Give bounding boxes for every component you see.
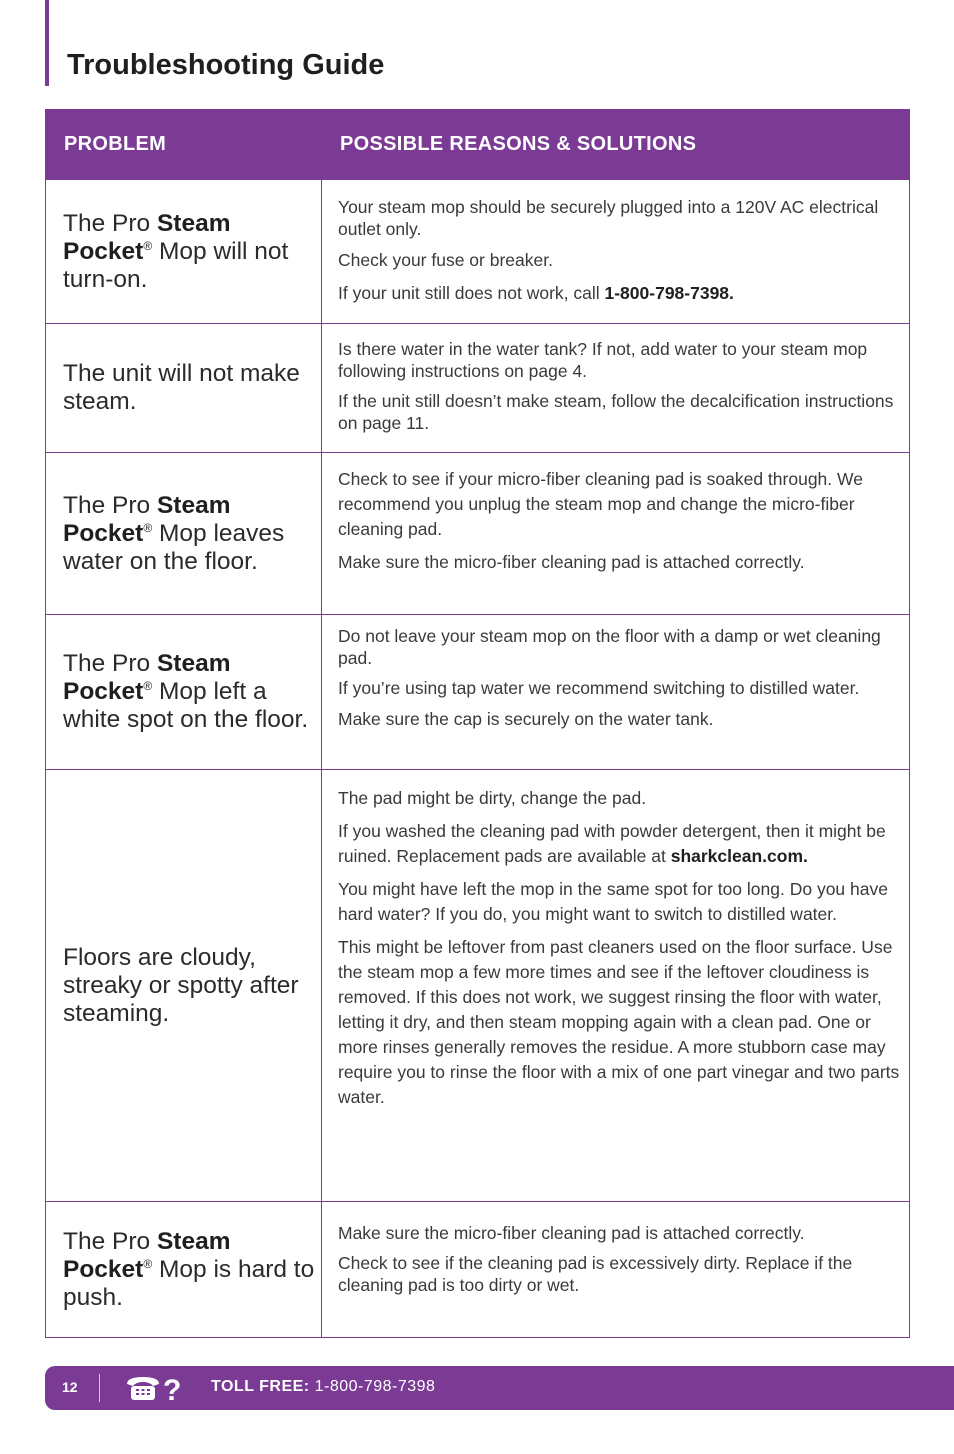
table-header-row xyxy=(46,110,910,180)
solution-text: You might have left the mop in the same spot for too long. Do you have hard water? If you do, you might want to switch to distilled water. xyxy=(338,879,888,924)
troubleshooting-table xyxy=(45,109,910,1338)
solution-text: If you washed the cleaning pad with powder detergent, then it might be ruined. Replacement pads are available at sharkclean.com. xyxy=(338,821,886,866)
footer-bar xyxy=(45,1366,954,1410)
solution-text: This might be leftover from past cleaners used on the floor surface. Use the steam mop a few more times and see if the leftover cloudiness is removed. If this does not work, we suggest rinsing the floor with water, letting it dry, and then steam mopping again with a clean pad. One or more rinses generally removes the residue. A more stubborn case may require you to rinse the floor with a mix of one part vinegar and two parts water. xyxy=(338,937,900,1107)
brand-name: Steam Pocket xyxy=(63,650,231,705)
left-accent-rule xyxy=(45,0,49,86)
solutions-cell xyxy=(322,770,910,1202)
brand-name: Steam Pocket xyxy=(63,209,231,265)
solution-text: Make sure the cap is securely on the water tank. xyxy=(338,709,714,729)
registered-mark: ® xyxy=(143,238,153,253)
problem-cell xyxy=(46,1202,322,1338)
solution-text: Your steam mop should be securely plugged into a 120V AC electrical outlet only. xyxy=(338,197,879,239)
table-row xyxy=(46,615,910,770)
column-header-solutions: POSSIBLE REASONS & SOLUTIONS xyxy=(322,110,910,180)
problem-text: The unit will not make steam. xyxy=(63,360,300,415)
toll-free-number: 1-800-798-7398 xyxy=(309,1378,436,1395)
solution-text: Make sure the micro-fiber cleaning pad is attached correctly. xyxy=(338,1223,805,1243)
solution-text: If your unit still does not work, call 1-800-798-7398. xyxy=(338,283,734,303)
solutions-cell xyxy=(322,324,910,453)
solution-text: Make sure the micro-fiber cleaning pad is attached correctly. xyxy=(338,552,805,572)
website-link[interactable]: sharkclean.com. xyxy=(670,846,808,866)
solution-text: Do not leave your steam mop on the floor with a damp or wet cleaning pad. xyxy=(338,626,881,668)
solution-text: Check to see if the cleaning pad is excessively dirty. Replace if the cleaning pad is too dirty or wet. xyxy=(338,1253,853,1295)
solutions-cell xyxy=(322,615,910,770)
registered-mark: ® xyxy=(143,1256,153,1271)
phone-question-icon xyxy=(123,1372,185,1404)
problem-suffix: Mop left a white spot on the floor. xyxy=(63,678,309,733)
problem-cell xyxy=(46,770,322,1202)
solution-text: If you’re using tap water we recommend switching to distilled water. xyxy=(338,678,860,698)
problem-text: Floors are cloudy, streaky or spotty after steaming. xyxy=(63,943,299,1027)
solutions-cell xyxy=(322,180,910,324)
solution-text: Check your fuse or breaker. xyxy=(338,250,553,270)
solution-text: The pad might be dirty, change the pad. xyxy=(338,788,647,808)
problem-suffix: Mop is hard to push. xyxy=(63,1255,315,1311)
registered-mark: ® xyxy=(143,678,153,693)
problem-cell xyxy=(46,615,322,770)
page-title: Troubleshooting Guide xyxy=(67,49,385,81)
problem-prefix: The Pro xyxy=(63,209,157,237)
page-number: 12 xyxy=(62,1379,78,1395)
footer-divider xyxy=(99,1374,100,1402)
problem-prefix: The Pro xyxy=(63,1227,157,1255)
toll-free-text xyxy=(211,1378,435,1396)
problem-prefix: The Pro xyxy=(63,491,157,519)
support-phone-number: 1-800-798-7398. xyxy=(604,283,734,303)
table-row xyxy=(46,770,910,1202)
toll-free-label: TOLL FREE: xyxy=(211,1378,310,1395)
solution-text: Is there water in the water tank? If not, add water to your steam mop following instructions on page 4. xyxy=(338,339,868,381)
brand-name: Steam Pocket xyxy=(63,1227,231,1283)
table-row xyxy=(46,453,910,615)
problem-cell xyxy=(46,180,322,324)
problem-cell xyxy=(46,324,322,453)
problem-suffix: Mop will not turn-on. xyxy=(63,237,289,293)
solution-text: Check to see if your micro-fiber cleaning pad is soaked through. We recommend you unplug the steam mop and change the micro-fiber cleaning pad. xyxy=(338,469,863,539)
brand-name: Steam Pocket xyxy=(63,491,231,547)
table-row xyxy=(46,180,910,324)
problem-prefix: The Pro xyxy=(63,650,157,677)
svg-text:?: ? xyxy=(163,1374,182,1404)
solutions-cell xyxy=(322,453,910,615)
problem-cell xyxy=(46,453,322,615)
table-row xyxy=(46,1202,910,1338)
column-header-problem: PROBLEM xyxy=(46,110,322,180)
problem-suffix: Mop leaves water on the floor. xyxy=(63,519,285,575)
table-row xyxy=(46,324,910,453)
solutions-cell xyxy=(322,1202,910,1338)
registered-mark: ® xyxy=(143,520,153,535)
solution-text: If the unit still doesn’t make steam, follow the decalcification instructions on page 11. xyxy=(338,391,894,433)
